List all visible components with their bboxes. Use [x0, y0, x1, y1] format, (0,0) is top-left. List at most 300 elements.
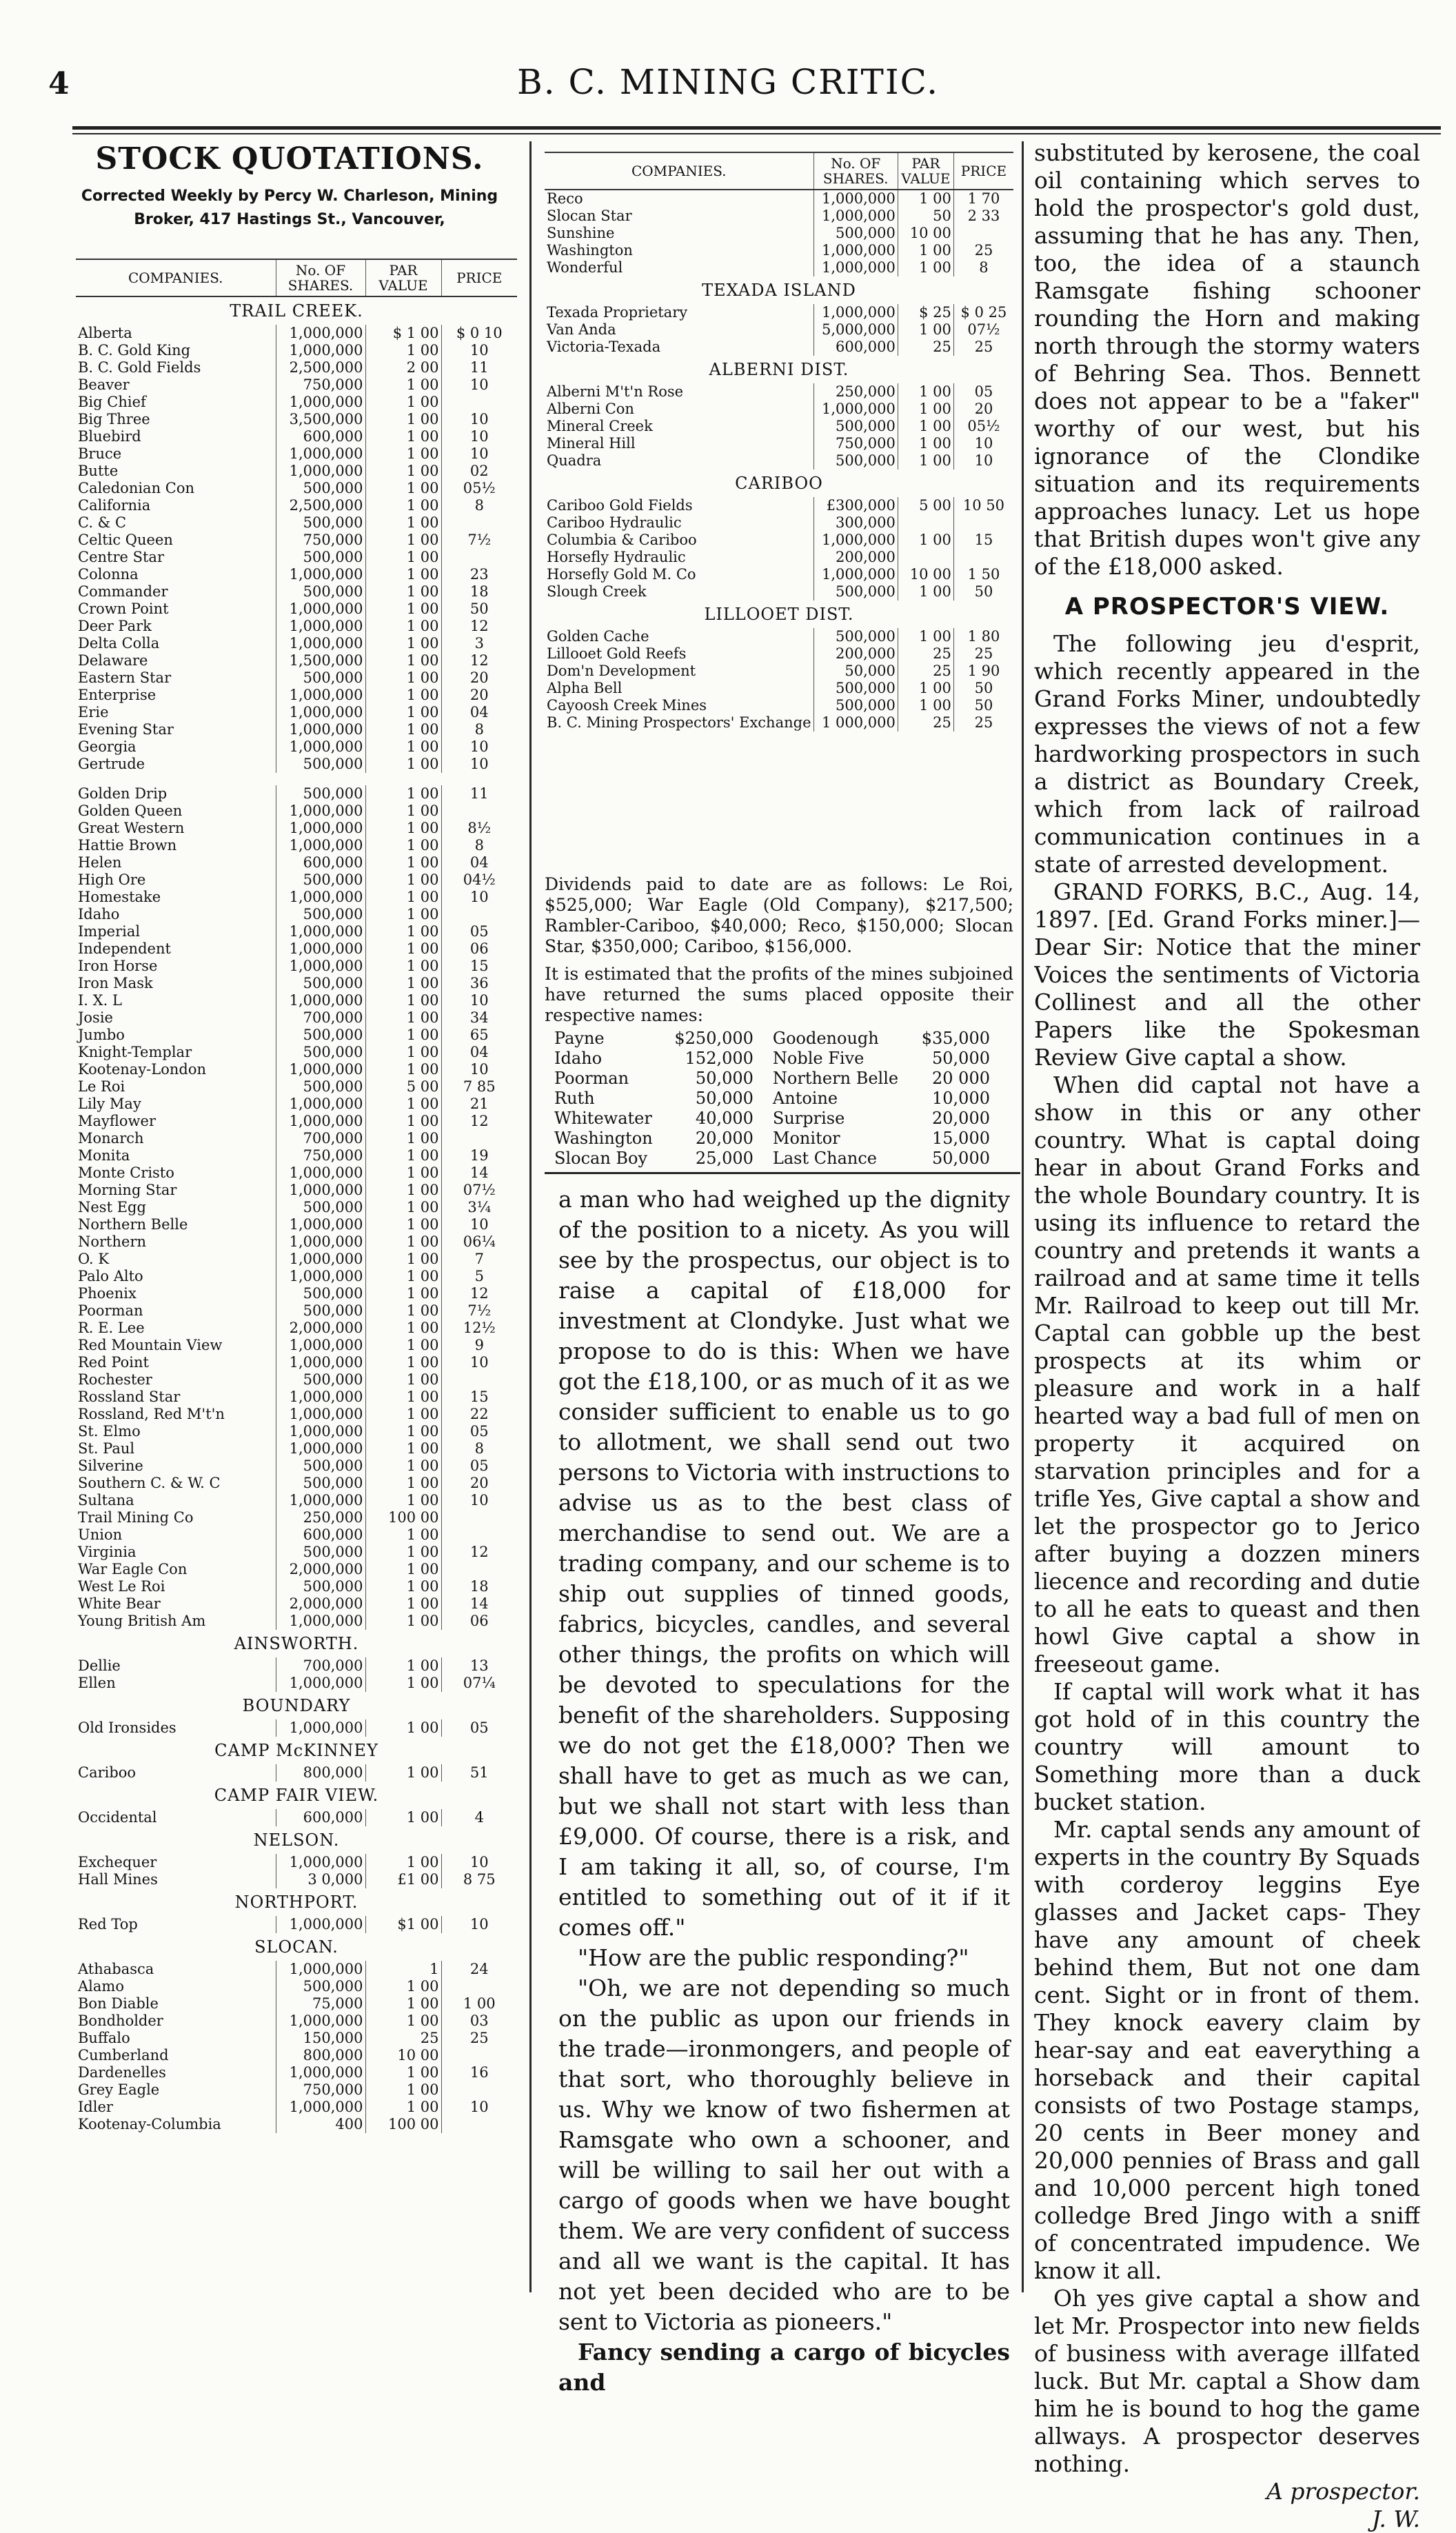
company-name: Northern Belle [78, 1216, 188, 1233]
company-name: R. E. Lee [78, 1320, 145, 1336]
share-count: 1,000,000 [276, 687, 365, 704]
company-name: B. C. Mining Prospectors' Exchange [547, 714, 811, 731]
price: 02 [441, 463, 517, 480]
share-count: 1,000,000 [276, 1096, 365, 1113]
par-value: 1 00 [365, 514, 441, 532]
company-name: Lily May [78, 1096, 141, 1112]
table-row [76, 480, 517, 497]
price: 12 [441, 1285, 517, 1302]
company-name: Idaho [78, 906, 120, 922]
table-row [76, 923, 517, 940]
share-count: 1 000,000 [813, 714, 898, 731]
par-value: $ 1 00 [365, 325, 441, 342]
company-name: War Eagle Con [78, 1561, 188, 1577]
par-value: 1 00 [365, 1995, 441, 2012]
company-name: Palo Alto [78, 1268, 143, 1284]
price: 15 [953, 532, 1013, 549]
share-count: 200,000 [813, 549, 898, 566]
table-row [545, 663, 1013, 680]
par-value: 1 00 [898, 452, 953, 470]
par-value: 1 00 [365, 785, 441, 803]
article-paragraph: Oh yes give captal a show and let Mr. Prospector into new fields of business with average illfated luck. But Mr. captal a Show dam him he is bound to hog the game allways. A prospector deserves nothing. [1034, 2285, 1420, 2477]
price: 10 [441, 1854, 517, 1871]
share-count: 1,000,000 [276, 2012, 365, 2030]
table-row [76, 1475, 517, 1492]
company-name: Rossland Star [78, 1389, 181, 1405]
price: 8 [441, 1440, 517, 1457]
share-count: 1,000,000 [276, 992, 365, 1009]
price: 10 [441, 1492, 517, 1509]
table-row [76, 992, 517, 1009]
company-name: Trail Mining Co [78, 1509, 194, 1526]
company-name: Commander [78, 583, 168, 600]
mine-amount: 20 000 [932, 1069, 990, 1088]
par-value: 1 00 [365, 756, 441, 773]
signature: A prospector. [1266, 2478, 1420, 2505]
company-name: Bruce [78, 445, 122, 462]
table-row [545, 304, 1013, 321]
table-row [76, 803, 517, 820]
share-count: 1,000,000 [276, 1854, 365, 1871]
par-value: 1 00 [365, 1182, 441, 1199]
article-paragraph: Mr. captal sends any amount of experts in the country By Squads with corderoy leggins Eye glasses and Jacket caps- They have any amount of cheek behind them, But not one dam cent. Sight or in front of them. They knock eavery claim by hear-say and eat eaverything a horseback and their capital consists of two Postage stamps, 20 cents in Beer money and 20,000 pennies of Brass and gall and 10,000 percent high toned colledge Bred Jingo with a sniff of concentrated impudence. We know it all. [1034, 1816, 1420, 2284]
share-count: 1,000,000 [813, 242, 898, 259]
share-count: 500,000 [813, 628, 898, 645]
table-row [545, 190, 1013, 208]
table-row [545, 532, 1013, 549]
share-count: 3 0,000 [276, 1871, 365, 1888]
price: 8 [441, 721, 517, 738]
price: 10 [441, 411, 517, 428]
par-value: 1 00 [365, 803, 441, 820]
table-row [76, 1096, 517, 1113]
price: 10 [441, 1061, 517, 1078]
share-count: 1,000,000 [813, 259, 898, 276]
share-count: 500,000 [276, 1544, 365, 1561]
share-count: 1,000,000 [276, 1613, 365, 1630]
table-row [76, 1009, 517, 1027]
company-name: Delta Colla [78, 635, 160, 652]
col-header-price: PRICE [441, 259, 517, 296]
company-name: Bondholder [78, 2012, 163, 2029]
price: 05½ [953, 418, 1013, 435]
share-count: 1,000,000 [276, 889, 365, 906]
par-value: 1 00 [365, 1613, 441, 1630]
company-name: Cariboo [78, 1764, 136, 1781]
share-count: 50,000 [813, 663, 898, 680]
col-header-shares: No. OF SHARES. [813, 152, 898, 190]
price: 19 [441, 1147, 517, 1164]
share-count: 150,000 [276, 2030, 365, 2047]
table-row [76, 1268, 517, 1285]
par-value [898, 549, 953, 566]
price: 18 [441, 583, 517, 601]
par-value: 1 00 [365, 1371, 441, 1389]
company-name: Alberta [78, 325, 132, 341]
company-name: Golden Queen [78, 803, 183, 819]
share-count: 2,000,000 [276, 1595, 365, 1613]
mine-amount: 20,000 [695, 1129, 754, 1148]
table-row [545, 259, 1013, 276]
par-value: 25 [898, 339, 953, 356]
share-count: 500,000 [276, 785, 365, 803]
price: 10 [441, 1216, 517, 1233]
company-name: Monte Cristo [78, 1164, 174, 1181]
price: 7½ [441, 532, 517, 549]
company-name: St. Elmo [78, 1423, 141, 1440]
share-count: 1,000,000 [276, 958, 365, 975]
par-value: £1 00 [365, 1871, 441, 1888]
table-row [76, 1320, 517, 1337]
par-value: 1 00 [365, 1096, 441, 1113]
share-count: 1,000,000 [276, 1492, 365, 1509]
company-name: Monarch [78, 1130, 144, 1147]
share-count: 500,000 [276, 1302, 365, 1320]
table-row [76, 1457, 517, 1475]
price: 05 [953, 383, 1013, 401]
share-count: 500,000 [276, 480, 365, 497]
company-name: Exchequer [78, 1854, 157, 1870]
par-value: 1 00 [365, 1475, 441, 1492]
table-row [76, 1995, 517, 2012]
article-paragraph: If captal will work what it has got hold of in this country the country will amount to Something more than a duck bucket station. [1034, 1678, 1420, 1815]
table-row [545, 628, 1013, 645]
price: 22 [441, 1406, 517, 1423]
company-name: Bluebird [78, 428, 141, 445]
header-rule [72, 126, 1441, 130]
par-value: 1 00 [365, 1578, 441, 1595]
table-row [552, 1109, 1007, 1129]
par-value: 1 00 [365, 428, 441, 445]
par-value: 1 00 [365, 411, 441, 428]
par-value: 1 00 [365, 1544, 441, 1561]
price: 03 [441, 2012, 517, 2030]
share-count: 1,000,000 [276, 803, 365, 820]
table-row [76, 854, 517, 871]
share-count: 600,000 [276, 1526, 365, 1544]
table-row [545, 435, 1013, 452]
par-value: 1 00 [898, 259, 953, 276]
table-row [76, 1147, 517, 1164]
article-paragraph: When did captal not have a show in this or any other country. What is captal doing hear in about Grand Forks and the whole Boundary country. It is using its influence to retard the country and pretends it wants a railroad and at same time it tells Mr. Railroad to keep out till Mr. Captal can gobble up the best prospects at its whim or pleasure and work in a half hearted way a bad full of men on property it acquired on starvation principles and for a trifle Yes, Give captal a show and let the prospector go to Jerico after buying a dozzen miners liecence and recording and dutie to all he eats to queast and then howl Give captal a show in freeseout game. [1034, 1071, 1420, 1677]
mine-name: Washington [554, 1129, 653, 1148]
par-value: 1 00 [898, 697, 953, 714]
share-count: 1,000,000 [276, 463, 365, 480]
price [953, 549, 1013, 566]
share-count: 1,000,000 [276, 1216, 365, 1233]
stock-table-mid [545, 152, 1013, 731]
share-count: 1,000,000 [276, 618, 365, 635]
price: 10 [441, 756, 517, 773]
share-count: 1,000,000 [276, 2064, 365, 2081]
price: 20 [441, 687, 517, 704]
section-heading: TRAIL CREEK. [230, 301, 363, 321]
article-continuation [558, 1184, 1010, 2398]
signature-initials: J. W. [1371, 2505, 1420, 2532]
share-count: 1,000,000 [276, 721, 365, 738]
company-name: Slocan Star [547, 208, 632, 224]
par-value: 100 00 [365, 1509, 441, 1526]
price: 4 [441, 1809, 517, 1826]
article-paragraph: "How are the public responding?" [578, 1944, 969, 1971]
masthead-title: B. C. MINING CRITIC. [517, 62, 939, 102]
price [441, 549, 517, 566]
mine-amount: 25,000 [695, 1149, 754, 1168]
company-name: Celtic Queen [78, 532, 173, 548]
price: 50 [953, 680, 1013, 697]
share-count: 500,000 [276, 1578, 365, 1595]
company-name: Dardenelles [78, 2064, 166, 2081]
price: 10 [441, 1354, 517, 1371]
par-value: 5 00 [898, 497, 953, 514]
table-row [76, 1492, 517, 1509]
share-count: 1,000,000 [813, 401, 898, 418]
par-value: 1 00 [365, 1492, 441, 1509]
price: 10 [441, 2099, 517, 2116]
table-row [76, 721, 517, 738]
table-row [76, 1216, 517, 1233]
col-header-companies: COMPANIES. [545, 152, 813, 190]
price: 50 [953, 583, 1013, 601]
price: 07½ [953, 321, 1013, 339]
company-name: Victoria-Texada [547, 339, 661, 355]
par-value: 1 00 [365, 940, 441, 958]
company-name: Quadra [547, 452, 602, 469]
company-name: Alberni Con [547, 401, 634, 417]
price: 9 [441, 1337, 517, 1354]
company-name: Enterprise [78, 687, 156, 703]
company-name: Columbia & Cariboo [547, 532, 697, 548]
col-header-price: PRICE [953, 152, 1013, 190]
company-name: Beaver [78, 376, 130, 393]
table-row [76, 583, 517, 601]
price: 12 [441, 1544, 517, 1561]
company-name: Hall Mines [78, 1871, 158, 1888]
company-name: Homestake [78, 889, 161, 905]
price: 1 80 [953, 628, 1013, 645]
company-name: Dom'n Development [547, 663, 696, 679]
share-count: 1,000,000 [276, 1233, 365, 1251]
par-value: 1 00 [365, 376, 441, 394]
table-row [76, 463, 517, 480]
table-row [545, 225, 1013, 242]
share-count: 700,000 [276, 1009, 365, 1027]
mine-amount: 20,000 [932, 1109, 990, 1128]
table-row [76, 445, 517, 463]
share-count: 500,000 [276, 549, 365, 566]
par-value: 1 00 [365, 1061, 441, 1078]
mine-amount: $250,000 [674, 1029, 754, 1048]
table-row [545, 549, 1013, 566]
table-row [76, 669, 517, 687]
table-row [76, 687, 517, 704]
company-name: Cumberland [78, 2047, 169, 2063]
table-row [76, 1657, 517, 1675]
share-count: 300,000 [813, 514, 898, 532]
share-count: 1,000,000 [276, 1916, 365, 1933]
table-row [76, 1406, 517, 1423]
share-count: 500,000 [276, 871, 365, 889]
par-value: 1 00 [365, 1233, 441, 1251]
par-value: 1 00 [365, 992, 441, 1009]
table-row [76, 428, 517, 445]
price [441, 906, 517, 923]
company-name: Morning Star [78, 1182, 177, 1198]
par-value: 1 00 [898, 401, 953, 418]
par-value: 25 [898, 714, 953, 731]
par-value [898, 514, 953, 532]
share-count: 75,000 [276, 1995, 365, 2012]
company-name: Texada Proprietary [547, 304, 688, 321]
par-value: 1 00 [365, 1675, 441, 1692]
company-name: Grey Eagle [78, 2081, 160, 2098]
mine-profits-table [552, 1029, 1007, 1169]
table-row [76, 871, 517, 889]
share-count: 1,000,000 [813, 208, 898, 225]
company-name: B. C. Gold King [78, 342, 191, 359]
table-row [76, 1854, 517, 1871]
share-count: 2,000,000 [276, 1320, 365, 1337]
company-name: Great Western [78, 820, 185, 836]
par-value: 1 00 [365, 1561, 441, 1578]
par-value: 1 00 [365, 1044, 441, 1061]
table-row [545, 452, 1013, 470]
section-heading: CARIBOO [735, 474, 823, 493]
share-count: 500,000 [276, 514, 365, 532]
company-name: Big Three [78, 411, 150, 427]
par-value: 1 00 [365, 342, 441, 359]
table-row [76, 514, 517, 532]
company-name: California [78, 497, 151, 514]
par-value: 1 00 [365, 2099, 441, 2116]
table-row [76, 2116, 517, 2133]
price [953, 514, 1013, 532]
table-row [552, 1129, 1007, 1149]
col-header-companies: COMPANIES. [76, 259, 276, 296]
table-row [76, 2099, 517, 2116]
par-value: 1 00 [365, 394, 441, 411]
table-row [76, 1544, 517, 1561]
share-count: 1,000,000 [276, 342, 365, 359]
par-value: 1 00 [365, 601, 441, 618]
company-name: Washington [547, 242, 633, 259]
share-count: 500,000 [276, 1475, 365, 1492]
table-row [76, 738, 517, 756]
table-row [76, 820, 517, 837]
price: 1 00 [441, 1995, 517, 2012]
price: 10 [441, 738, 517, 756]
par-value: 1 00 [365, 1009, 441, 1027]
par-value: 1 00 [365, 1457, 441, 1475]
par-value: 1 00 [365, 871, 441, 889]
price: 10 [441, 376, 517, 394]
share-count: 1,000,000 [276, 1251, 365, 1268]
price: 65 [441, 1027, 517, 1044]
mine-amount: $35,000 [921, 1029, 990, 1048]
par-value: 1 00 [365, 1199, 441, 1216]
par-value: 1 00 [365, 566, 441, 583]
share-count: 800,000 [276, 1764, 365, 1782]
company-name: Alpha Bell [547, 680, 623, 696]
company-name: Georgia [78, 738, 136, 755]
company-name: Union [78, 1526, 123, 1543]
price [441, 1526, 517, 1544]
par-value: 1 00 [365, 549, 441, 566]
price [441, 2116, 517, 2133]
company-name: Lillooet Gold Reefs [547, 645, 687, 662]
table-row [552, 1089, 1007, 1109]
share-count: 500,000 [276, 1199, 365, 1216]
company-name: Eastern Star [78, 669, 172, 686]
par-value: 1 00 [365, 1164, 441, 1182]
company-name: Erie [78, 704, 109, 720]
price: 11 [441, 785, 517, 803]
price: 7 85 [441, 1078, 517, 1096]
price: 10 50 [953, 497, 1013, 514]
price: 20 [441, 1475, 517, 1492]
stock-quotations-subtitle: Corrected Weekly by Percy W. Charleson, Mining Broker, 417 Hastings St., Vancouver, [81, 188, 498, 228]
par-value: 1 00 [898, 680, 953, 697]
price [441, 1130, 517, 1147]
table-row [76, 566, 517, 583]
price: 1 70 [953, 190, 1013, 208]
par-value: 1 00 [365, 1809, 441, 1826]
table-row [76, 1251, 517, 1268]
price: 12 [441, 1113, 517, 1130]
price: 05 [441, 1719, 517, 1737]
article-paragraph: The following jeu d'esprit, which recently appeared in the Grand Forks Miner, undoubtedly expresses the views of not a few hardworking prospectors in such a district as Boundary Creek, which from lack of railroad communication continues in a state of arrested development. [1034, 630, 1420, 878]
table-row [76, 2047, 517, 2064]
share-count: 500,000 [276, 756, 365, 773]
share-count: 750,000 [276, 532, 365, 549]
par-value: 1 00 [365, 1764, 441, 1782]
company-name: Mineral Hill [547, 435, 636, 452]
table-row [76, 1440, 517, 1457]
col-header-par: PAR VALUE [898, 152, 953, 190]
table-row [76, 2064, 517, 2081]
price: 7 [441, 1251, 517, 1268]
par-value: 1 00 [365, 1302, 441, 1320]
par-value: 1 00 [365, 583, 441, 601]
par-value: 1 00 [365, 1268, 441, 1285]
table-row [76, 1233, 517, 1251]
company-name: High Ore [78, 871, 146, 888]
article-paragraph: substituted by kerosene, the coal oil containing which serves to hold the prospector's gold dust, assuming that he has any. Then, too, the idea of a staunch Ramsgate fishing schooner rounding the Horn and making north through the stormy waters of Behring Sea. Thos. Bennett does not appear to be a "faker" worthy of our west, but his ignorance of the Clondike situation and its requirements approaches lunacy. Let us hope that British dupes won't give any of the £18,000 asked. [1034, 139, 1420, 580]
par-value: 1 00 [898, 435, 953, 452]
price: 05 [441, 1423, 517, 1440]
table-row [76, 1764, 517, 1782]
table-row [76, 975, 517, 992]
par-value: 1 00 [365, 635, 441, 652]
company-name: Independent [78, 940, 171, 957]
mine-amount: 50,000 [695, 1089, 754, 1108]
par-value: 1 00 [365, 1526, 441, 1544]
share-count: 1,000,000 [276, 940, 365, 958]
company-name: Mineral Creek [547, 418, 653, 434]
table-row [76, 1285, 517, 1302]
price: 07½ [441, 1182, 517, 1199]
table-row [545, 383, 1013, 401]
price: 05 [441, 1457, 517, 1475]
price: 25 [953, 714, 1013, 731]
par-value: 1 00 [365, 1978, 441, 1995]
par-value: 1 00 [365, 1285, 441, 1302]
par-value: 1 00 [365, 1423, 441, 1440]
company-name: Van Anda [547, 321, 616, 338]
company-name: Bon Diable [78, 1995, 159, 2012]
column-rule-right [1022, 141, 1024, 2292]
company-name: Young British Am [78, 1613, 206, 1629]
